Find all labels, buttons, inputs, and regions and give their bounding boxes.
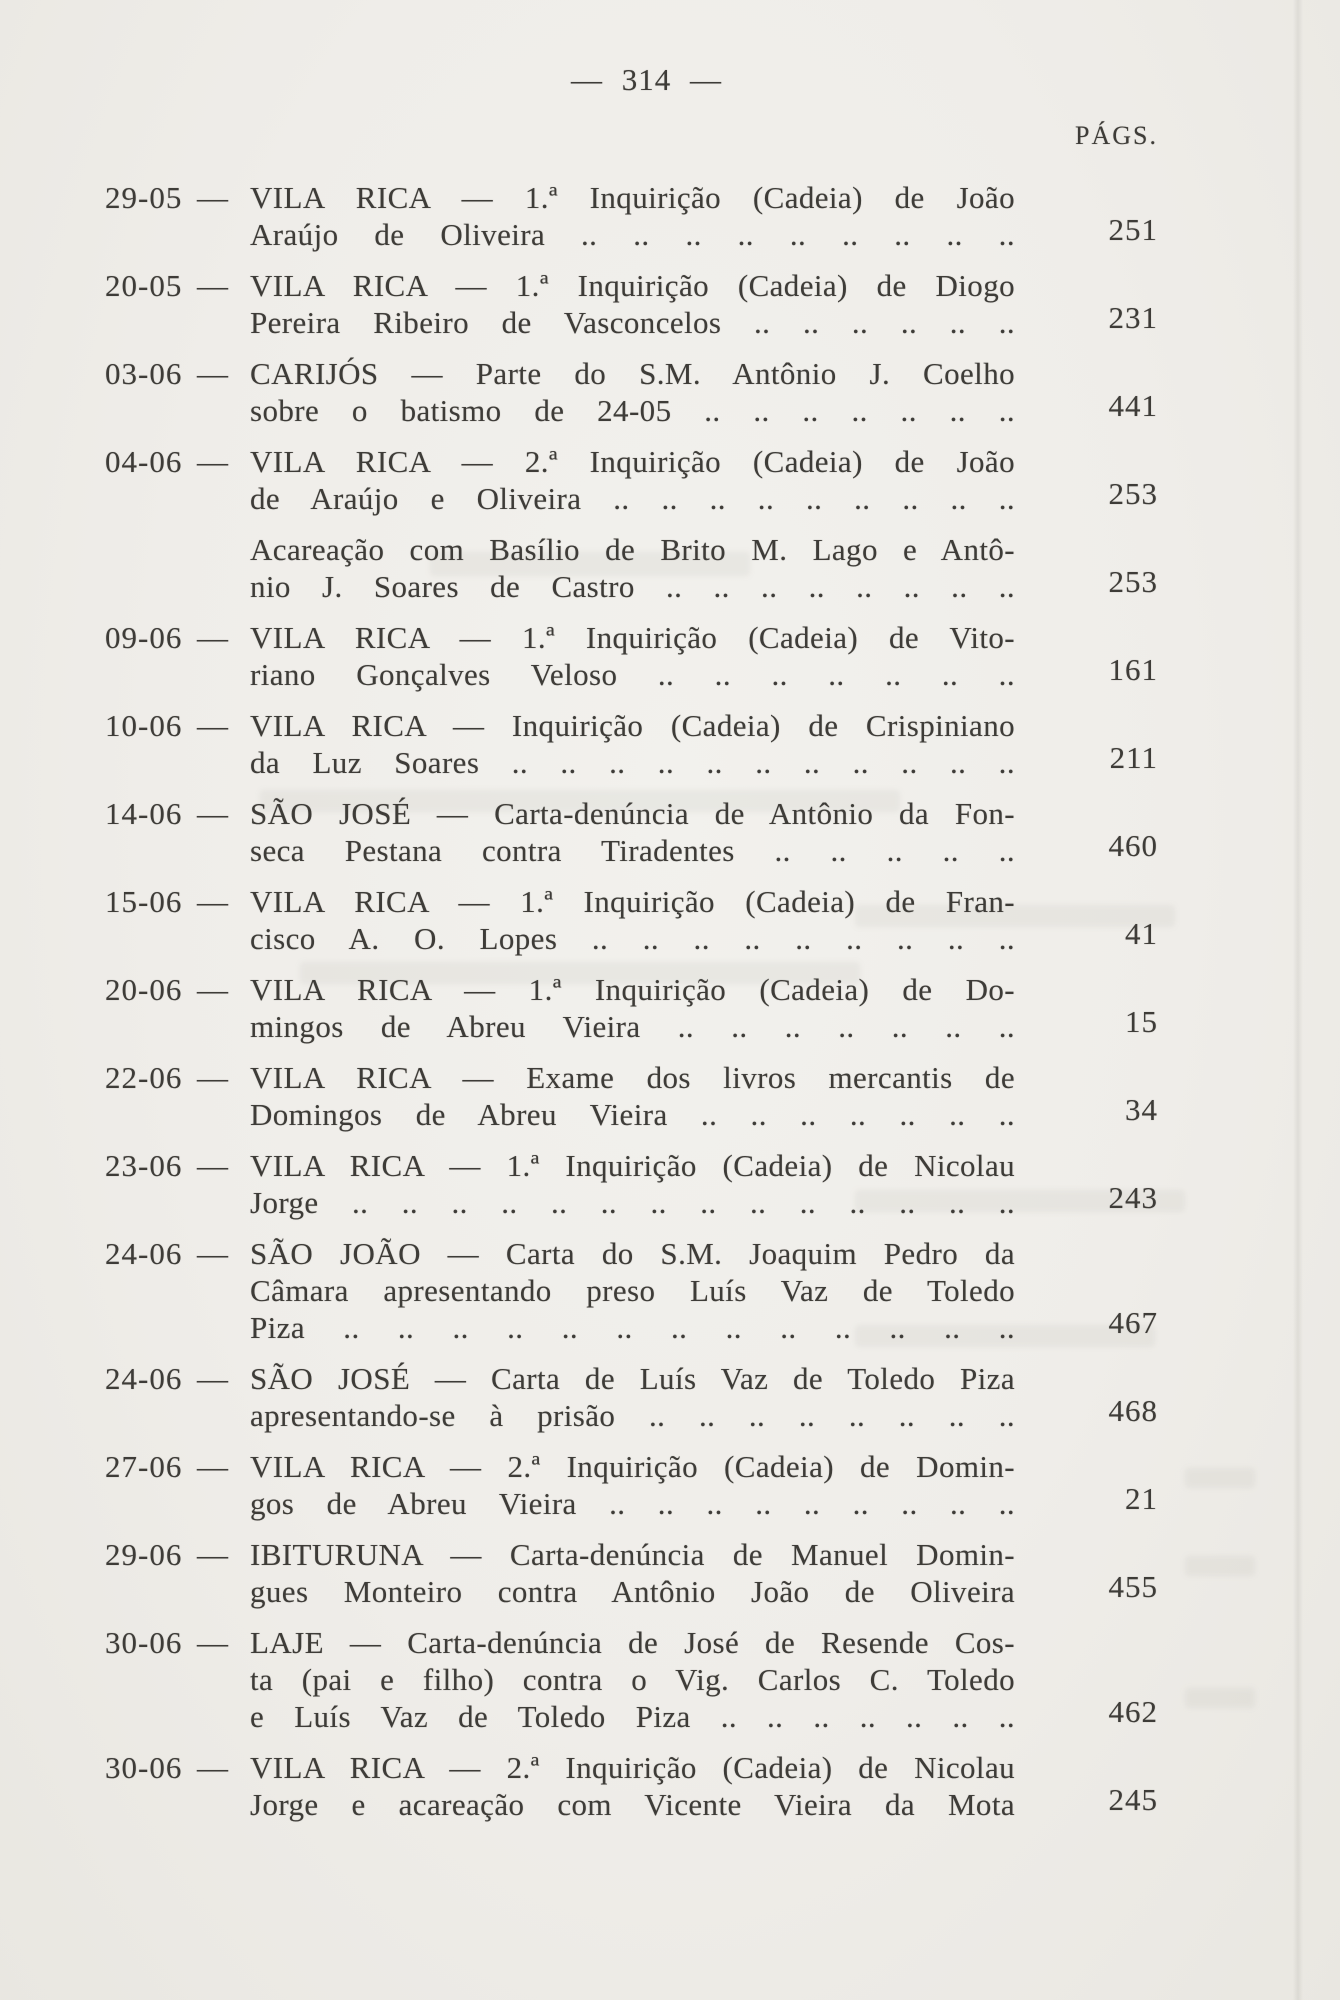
entry-line: VILA RICA — 1.ª Inquirição (Cadeia) de Diogo [250, 268, 1015, 303]
entry-line: sobre o batismo de 24-05 .. .. .. .. .. .. .. [250, 393, 1015, 428]
entry-date: 24-06 [105, 1236, 183, 1271]
entry-dash: — [197, 1625, 228, 1660]
entry-dash: — [197, 1060, 228, 1095]
entry-page-number: 462 [1108, 1694, 1158, 1729]
entry-page-number: 253 [1108, 476, 1158, 511]
entry-dash: — [197, 620, 228, 655]
index-entry [105, 1536, 1158, 1610]
entry-text [250, 267, 1015, 341]
index-entry [105, 1624, 1158, 1735]
entry-line: VILA RICA — 1.ª Inquirição (Cadeia) de João [250, 180, 1015, 215]
entry-text [250, 1360, 1015, 1434]
entry-line: ta (pai e filho) contra o Vig. Carlos C. Toledo [250, 1662, 1015, 1697]
entry-date: 14-06 [105, 796, 183, 831]
entry-dash: — [197, 972, 228, 1007]
entry-text [250, 795, 1015, 869]
entry-text [250, 1624, 1015, 1735]
entry-text [250, 707, 1015, 781]
entry-line: SÃO JOÃO — Carta do S.M. Joaquim Pedro da [250, 1236, 1015, 1271]
bleedthrough-smudge [1185, 1556, 1255, 1576]
entry-line: Piza .. .. .. .. .. .. .. .. .. .. .. .. .. [250, 1310, 1015, 1345]
index-entry [105, 707, 1158, 781]
entry-dash: — [197, 796, 228, 831]
entry-page-number: 460 [1108, 828, 1158, 863]
entry-dash: — [197, 356, 228, 391]
entry-date: 27-06 [105, 1449, 183, 1484]
entry-date [105, 531, 197, 605]
entry-page-number: 161 [1108, 652, 1158, 687]
entry-line: VILA RICA — 2.ª Inquirição (Cadeia) de João [250, 444, 1015, 479]
entry-line: gos de Abreu Vieira .. .. .. .. .. .. .. .. .. [250, 1486, 1015, 1521]
entry-line: gues Monteiro contra Antônio João de Oliveira [250, 1574, 1015, 1609]
index-entry [105, 1360, 1158, 1434]
entry-text [250, 443, 1015, 517]
entry-line: VILA RICA — 1.ª Inquirição (Cadeia) de Nicolau [250, 1148, 1015, 1183]
entry-page-number: 231 [1108, 300, 1158, 335]
entry-page-number: 251 [1108, 212, 1158, 247]
entry-text [250, 1147, 1015, 1221]
entry-date: 23-06 [105, 1148, 183, 1183]
index-entry [105, 179, 1158, 253]
entry-line: seca Pestana contra Tiradentes .. .. .. .. .. [250, 833, 1015, 868]
entry-date: 30-06 [105, 1750, 183, 1785]
index-entry [105, 355, 1158, 429]
entry-page-number: 15 [1125, 1004, 1158, 1039]
entry-line: VILA RICA — 1.ª Inquirição (Cadeia) de Vito- [250, 620, 1015, 655]
entry-dash: — [197, 1537, 228, 1572]
entry-line: Jorge e acareação com Vicente Vieira da Mota [250, 1787, 1015, 1822]
entry-page-number: 441 [1108, 388, 1158, 423]
entry-line: SÃO JOSÉ — Carta-denúncia de Antônio da Fon- [250, 796, 1015, 831]
entry-page-number: 467 [1108, 1305, 1158, 1340]
entry-page-number: 21 [1125, 1481, 1158, 1516]
entry-text [250, 1448, 1015, 1522]
entry-text [250, 355, 1015, 429]
index-entry [105, 971, 1158, 1045]
index-entry [105, 1749, 1158, 1823]
entry-line: SÃO JOSÉ — Carta de Luís Vaz de Toledo Piza [250, 1361, 1015, 1396]
entry-dash: — [197, 1361, 228, 1396]
entry-date: 09-06 [105, 620, 183, 655]
entry-dash: — [197, 1148, 228, 1183]
entry-line: nio J. Soares de Castro .. .. .. .. .. .. .. .. [250, 569, 1015, 604]
entry-date: 30-06 [105, 1625, 183, 1660]
entry-dash: — [197, 884, 228, 919]
entry-date: 20-05 [105, 268, 183, 303]
index-entry [105, 443, 1158, 517]
entry-dash: — [197, 444, 228, 479]
entry-line: VILA RICA — Inquirição (Cadeia) de Crispiniano [250, 708, 1015, 743]
index-entry [105, 267, 1158, 341]
entry-line: cisco A. O. Lopes .. .. .. .. .. .. .. .. .. [250, 921, 1015, 956]
entry-line: riano Gonçalves Veloso .. .. .. .. .. .. .. [250, 657, 1015, 692]
entry-line: VILA RICA — 1.ª Inquirição (Cadeia) de Do- [250, 972, 1015, 1007]
entry-text [250, 619, 1015, 693]
entry-date: 04-06 [105, 444, 183, 479]
entry-date: 10-06 [105, 708, 183, 743]
entry-text [250, 1235, 1015, 1346]
entry-line: LAJE — Carta-denúncia de José de Resende Cos- [250, 1625, 1015, 1660]
index-entry [105, 1235, 1158, 1346]
entry-line: Câmara apresentando preso Luís Vaz de Toledo [250, 1273, 1015, 1308]
entry-text [250, 179, 1015, 253]
entry-page-number: 34 [1125, 1092, 1158, 1127]
entry-text [250, 883, 1015, 957]
entry-dash: — [197, 268, 228, 303]
entry-dash: — [197, 180, 228, 215]
entry-text [250, 1059, 1015, 1133]
entry-line: VILA RICA — 2.ª Inquirição (Cadeia) de Nicolau [250, 1750, 1015, 1785]
entry-line: CARIJÓS — Parte do S.M. Antônio J. Coelho [250, 356, 1015, 391]
entry-line: VILA RICA — 2.ª Inquirição (Cadeia) de Domin- [250, 1449, 1015, 1484]
entry-text [250, 1749, 1015, 1823]
index-list [105, 179, 1158, 1823]
entry-date: 22-06 [105, 1060, 183, 1095]
entry-dash: — [197, 708, 228, 743]
entry-text [250, 1536, 1015, 1610]
entry-date: 24-06 [105, 1361, 183, 1396]
entry-date: 03-06 [105, 356, 183, 391]
index-entry [105, 795, 1158, 869]
entry-date: 29-06 [105, 1537, 183, 1572]
entry-line: VILA RICA — Exame dos livros mercantis de [250, 1060, 1015, 1095]
entry-dash: — [197, 1449, 228, 1484]
entry-dash: — [197, 1750, 228, 1785]
index-entry [105, 883, 1158, 957]
entry-date: 29-05 [105, 180, 183, 215]
entry-text [250, 971, 1015, 1045]
entry-line: IBITURUNA — Carta-denúncia de Manuel Domin- [250, 1537, 1015, 1572]
entry-page-number: 245 [1108, 1782, 1158, 1817]
entry-page-number: 253 [1108, 564, 1158, 599]
entry-date: 15-06 [105, 884, 183, 919]
entry-line: mingos de Abreu Vieira .. .. .. .. .. .. .. [250, 1009, 1015, 1044]
entry-page-number: 41 [1125, 916, 1158, 951]
entry-date: 20-06 [105, 972, 183, 1007]
entry-page-number: 211 [1109, 740, 1158, 775]
entry-page-number: 468 [1108, 1393, 1158, 1428]
index-entry [105, 619, 1158, 693]
entry-line: e Luís Vaz de Toledo Piza .. .. .. .. .. .. .. [250, 1699, 1015, 1734]
entry-page-number: 455 [1108, 1569, 1158, 1604]
entry-text [250, 531, 1015, 605]
entry-line: Acareação com Basílio de Brito M. Lago e Antô- [250, 532, 1015, 567]
index-entry [105, 531, 1158, 605]
index-entry [105, 1059, 1158, 1133]
entry-line: apresentando-se à prisão .. .. .. .. .. .. .. .. [250, 1398, 1015, 1433]
bleedthrough-smudge [1185, 1688, 1255, 1708]
index-entry [105, 1147, 1158, 1221]
entry-line: Domingos de Abreu Vieira .. .. .. .. .. .. .. [250, 1097, 1015, 1132]
pags-column-label: PÁGS. [1075, 121, 1158, 150]
page-number-header: — 314 — [571, 62, 722, 97]
bleedthrough-smudge [1185, 1468, 1255, 1488]
entry-dash [197, 531, 250, 605]
page-crease [1293, 0, 1303, 2000]
entry-page-number: 243 [1108, 1180, 1158, 1215]
entry-line: Araújo de Oliveira .. .. .. .. .. .. .. .. .. [250, 217, 1015, 252]
entry-line: Jorge .. .. .. .. .. .. .. .. .. .. .. .. .. .. [250, 1185, 1015, 1220]
entry-line: de Araújo e Oliveira .. .. .. .. .. .. .. .. .. [250, 481, 1015, 516]
index-entry [105, 1448, 1158, 1522]
entry-line: da Luz Soares .. .. .. .. .. .. .. .. .. .. .. [250, 745, 1015, 780]
entry-dash: — [197, 1236, 228, 1271]
entry-line: Pereira Ribeiro de Vasconcelos .. .. .. .. .. .. [250, 305, 1015, 340]
entry-line: VILA RICA — 1.ª Inquirição (Cadeia) de Fran- [250, 884, 1015, 919]
